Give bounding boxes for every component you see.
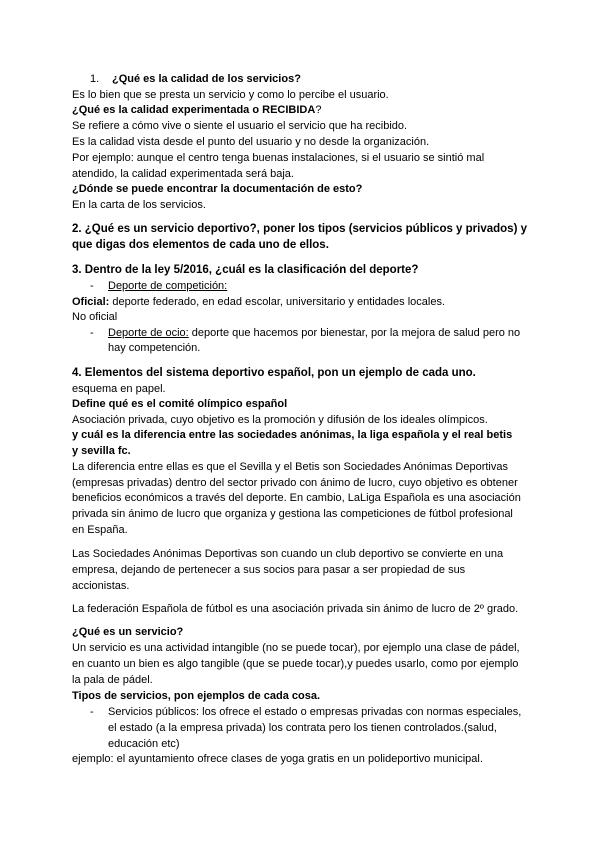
q3-ocio-cont: hay competención. [108, 342, 201, 354]
bullet-dash: - [90, 327, 94, 339]
q1-doc-answer: En la carta de los servicios. [72, 199, 206, 211]
bullet-dash: - [90, 280, 94, 292]
q5-tipos-title: Tipos de servicios, pon ejemplos de cada cosa. [72, 690, 320, 702]
q1-line: Por ejemplo: aunque el centro tenga buenas instalaciones, si el usuario se sintió mal [72, 152, 485, 164]
q4-title: 4. Elementos del sistema deportivo español, pon un ejemplo de cada uno. [72, 367, 476, 379]
bullet-dash: - [90, 706, 94, 718]
q5-title: ¿Qué es un servicio? [72, 626, 184, 638]
q3-ocio-text: deporte que hacemos por bienestar, por la mejora de salud pero no [188, 327, 521, 339]
q1-line: Es la calidad vista desde el punto del usuario y no desde la organización. [72, 136, 430, 148]
q3-title: 3. Dentro de la ley 5/2016, ¿cuál es la clasificación del deporte? [72, 264, 419, 276]
q5-line: Un servicio es una actividad intangible (no se puede tocar), por ejemplo una clase de pádel, [72, 642, 520, 654]
q4-federacion: La federación Española de fútbol es una asociación privada sin ánimo de lucro de 2º grado. [72, 603, 519, 615]
q4-sad-line: Las Sociedades Anónimas Deportivas son cuando un club deportivo se convierte en una [72, 548, 504, 560]
q3-oficial-text: deporte federado, en edad escolar, universitario y entidades locales. [109, 296, 446, 308]
q2-title-line2: que digas dos elementos de cada uno de ellos. [72, 239, 329, 251]
q4-sad-line: empresa, dejando de pertenecer a sus socios para pasar a ser propiedad de sus [72, 564, 466, 576]
q1-answer: Es lo bien que se presta un servicio y como lo percibe el usuario. [72, 89, 389, 101]
q3-bullet-ocio [108, 325, 520, 341]
q3-oficial-label: Oficial: [72, 296, 110, 308]
q2-title-line1: 2. ¿Qué es un servicio deportivo?, poner los tipos (servicios públicos y privados) y [72, 223, 528, 235]
q4-diff-line: beneficios económicos a través del deporte. En cambio, LaLiga Española es una asociación [72, 492, 521, 504]
q1-number: 1. [90, 73, 100, 85]
q3-oficial [72, 294, 445, 310]
q5-bullet-line: el estado (a la empresa privada) los contrata pero los tienen controlados.(salud, [108, 722, 497, 734]
q4-sad-line: accionistas. [72, 580, 130, 592]
q3-ocio-label: Deporte de ocio: [108, 327, 189, 339]
q5-ejemplo: ejemplo: el ayuntamiento ofrece clases de yoga gratis en un polideportivo municipal. [72, 753, 483, 765]
q1-subtitle [72, 102, 321, 118]
q1-doc-title: ¿Dónde se puede encontrar la documentación de esto? [72, 183, 363, 195]
q4-diff-line: La diferencia entre ellas es que el Sevilla y el Betis son Sociedades Anónimas Deportivas [72, 461, 508, 473]
q5-bullet-line: educación etc) [108, 738, 180, 750]
q1-line: Se refiere a cómo vive o siente el usuario el servicio que ha recibido. [72, 120, 408, 132]
q4-coe-title: Define qué es el comité olímpico español [72, 398, 288, 410]
q5-bullet-line: Servicios públicos: los ofrece el estado o empresas privadas con normas especiales, [108, 706, 522, 718]
q1-subtitle-c: ? [315, 104, 322, 116]
q4-diff-line: (empresas privadas) dentro del sector privado con ánimo de lucro, cuyo objetivo es obtener [72, 477, 518, 489]
q1-title: ¿Qué es la calidad de los servicios? [112, 73, 301, 85]
q3-bullet-competicion: Deporte de competición: [108, 280, 228, 292]
q4-coe-answer: Asociación privada, cuyo objetivo es la promoción y difusión de los ideales olímpicos. [72, 414, 488, 426]
q5-line: en cuanto un bien es algo tangible (que se puede tocar),y puedes usarlo, como por ejemplo [72, 658, 519, 670]
q3-no-oficial: No oficial [72, 311, 118, 323]
q4-diff-line: privada sin ánimo de lucro que organiza y gestiona las competiciones de fútbol profesional [72, 508, 513, 520]
q4-esquema: esquema en papel. [72, 383, 166, 395]
q4-diff-title: y cuál es la diferencia entre las sociedades anónimas, la liga española y el real betis [72, 429, 513, 441]
q4-diff-title: y sevilla fc. [72, 445, 131, 457]
q5-line: la pala de pádel. [72, 674, 153, 686]
q1-subtitle-b: RECIBIDA [262, 104, 316, 116]
q1-subtitle-a: ¿Qué es la calidad experimentada o [72, 104, 263, 116]
q4-diff-line: en España. [72, 524, 128, 536]
q1-line: atendido, la calidad experimentada será baja. [72, 168, 294, 180]
